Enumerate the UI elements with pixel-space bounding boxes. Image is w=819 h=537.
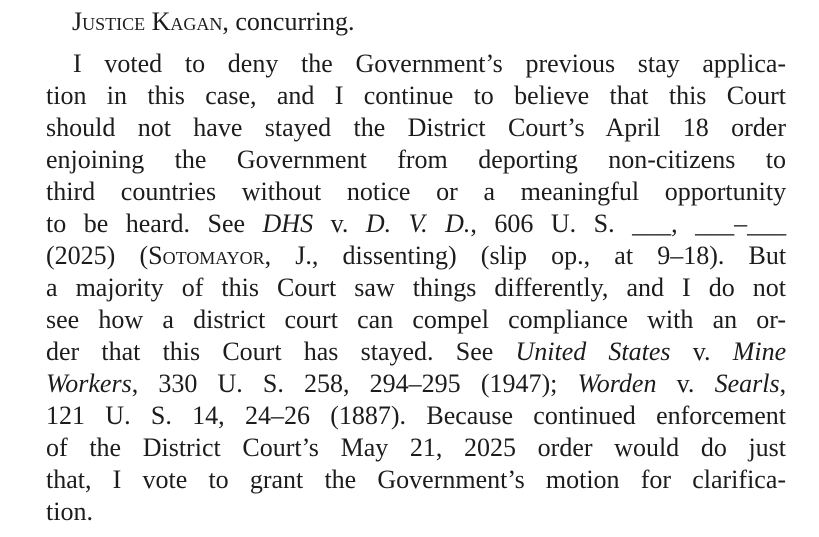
text-run: a [46, 273, 58, 302]
text-run: Government [236, 145, 367, 174]
text-run: stay [637, 49, 680, 78]
case-name-italic: Workers [46, 369, 132, 398]
case-name-italic: States [608, 337, 671, 366]
text-run: I [112, 465, 122, 494]
text-run: stayed. [360, 337, 434, 366]
paragraph-line [46, 464, 786, 496]
text-run: continue [363, 81, 454, 110]
text-run: to [46, 209, 67, 238]
text-run: compel [412, 305, 489, 334]
text-run: at [614, 241, 634, 270]
text-run: not [137, 113, 171, 142]
text-run: Court’s [508, 113, 585, 142]
text-run: S. [593, 209, 615, 238]
text-run: District [142, 433, 221, 462]
text-run: without [241, 177, 322, 206]
text-run: U. [217, 369, 243, 398]
text-run: vote [142, 465, 188, 494]
text-run: be [83, 209, 109, 238]
text-run: would [614, 433, 680, 462]
text-run: do [708, 273, 735, 302]
text-run: v. [330, 209, 349, 238]
text-run: or [436, 177, 458, 206]
paragraph-line [46, 80, 786, 112]
text-run: non-citizens [608, 145, 736, 174]
text-run: I [682, 273, 691, 302]
case-name-italic: Mine [732, 337, 787, 366]
paragraph-line [46, 272, 786, 304]
text-run: from [397, 145, 448, 174]
text-run: a [483, 177, 495, 206]
text-run: S. [262, 369, 284, 398]
text-run: (1947); [480, 369, 558, 398]
text-run: 2025 [464, 433, 517, 462]
text-run: order [537, 433, 593, 462]
text-run: 330 [158, 369, 198, 398]
text-run: deny [227, 49, 279, 78]
text-run: But [748, 241, 787, 270]
text-run: the [174, 145, 207, 174]
text-run: I [73, 49, 82, 78]
text-run: dissenting) [342, 241, 457, 270]
text-run: order [731, 113, 786, 142]
text-run: grant [249, 465, 304, 494]
paragraph-line [46, 432, 786, 464]
text-run: majority [75, 273, 164, 302]
text-run: clarifica- [692, 465, 787, 494]
text-run: third [46, 177, 96, 206]
paragraph-line [46, 304, 786, 336]
text-run: heard. [125, 209, 190, 238]
text-run: 21, [409, 433, 443, 462]
text-run: meaningful [520, 177, 640, 206]
paragraph-line [46, 240, 786, 272]
text-run: things [412, 273, 477, 302]
text-run: continued [533, 401, 636, 430]
text-run: court [284, 305, 338, 334]
text-run: tion. [46, 497, 93, 526]
text-run: previous [525, 49, 616, 78]
text-run: to [473, 81, 494, 110]
case-name-italic: D. [365, 209, 392, 238]
text-run: just [748, 433, 787, 462]
text-run: J., [295, 241, 319, 270]
text-run: of [181, 273, 204, 302]
text-run: has [303, 337, 339, 366]
text-run: , [264, 241, 272, 270]
text-run: stayed [264, 113, 332, 142]
paragraph-line [46, 208, 786, 240]
text-run: to [184, 49, 206, 78]
text-run: motion [545, 465, 620, 494]
text-run: for [640, 465, 672, 494]
text-run: can [357, 305, 394, 334]
text-run: countries [120, 177, 217, 206]
text-run: this [221, 273, 259, 302]
text-run: case, [205, 81, 257, 110]
paragraph-line [46, 400, 786, 432]
case-name-italic: D. [445, 209, 471, 238]
text-run: opportunity [664, 177, 787, 206]
text-run: ___, [632, 209, 678, 238]
paragraph-line [46, 112, 786, 144]
text-run: S. [150, 401, 172, 430]
text-run: to [208, 465, 229, 494]
text-run: Government’s [377, 465, 525, 494]
text-run: ___–___ [695, 209, 787, 238]
text-run: saw [354, 273, 395, 302]
concurring-label: , concurring. [222, 7, 355, 36]
text-run: v. [676, 369, 695, 398]
text-run: the [301, 49, 333, 78]
text-run: or- [756, 305, 787, 334]
text-run: this [668, 81, 707, 110]
text-run: enjoining [46, 145, 145, 174]
text-run: a [162, 305, 174, 334]
text-run: the [89, 433, 122, 462]
text-run: the [324, 465, 357, 494]
text-run: the [353, 113, 386, 142]
text-run: how [98, 305, 144, 334]
text-run: 606 [494, 209, 534, 238]
opinion-heading [72, 6, 355, 38]
text-run: that [101, 337, 141, 366]
text-run: to [765, 145, 786, 174]
paragraph-line [46, 176, 786, 208]
text-run: Because [426, 401, 513, 430]
text-run: U. [550, 209, 577, 238]
text-run: (2025) [46, 241, 116, 270]
case-name-italic: Searls [714, 369, 780, 398]
text-run: that [609, 81, 649, 110]
text-run: , [779, 369, 787, 398]
text-run: should [46, 113, 116, 142]
text-run: and [626, 273, 665, 302]
text-run: with [647, 305, 694, 334]
text-run: , [131, 369, 139, 398]
paragraph-line [46, 336, 786, 368]
text-run: notice [346, 177, 411, 206]
text-run: der [46, 337, 80, 366]
paragraph-line [46, 368, 786, 400]
text-run: 121 [46, 401, 85, 430]
text-run: in [106, 81, 128, 110]
text-run: that, [46, 465, 92, 494]
text-run: I [334, 81, 344, 110]
text-run: District [407, 113, 486, 142]
text-run: this [162, 337, 201, 366]
text-run: not [752, 273, 787, 302]
text-run: applica- [702, 49, 787, 78]
text-run: do [700, 433, 727, 462]
text-run: tion [46, 81, 87, 110]
case-name-italic: V. [408, 209, 428, 238]
text-run: 258, [304, 369, 350, 398]
text-run: Government’s [355, 49, 503, 78]
text-run: U. [105, 401, 131, 430]
text-run: have [193, 113, 243, 142]
text-run: v. [692, 337, 711, 366]
text-run: 14, [192, 401, 225, 430]
paragraph-line [46, 144, 786, 176]
text-run: May [340, 433, 389, 462]
case-name-italic: DHS [262, 209, 314, 238]
text-run: Court [222, 337, 282, 366]
text-run: 24–26 [244, 401, 310, 430]
opinion-paragraph [46, 48, 786, 528]
text-run: (1887). [330, 401, 407, 430]
text-run: enforcement [656, 401, 787, 430]
text-run: Court [726, 81, 786, 110]
justice-name-smallcaps: Sotomayor [148, 241, 265, 270]
case-name-italic: United [515, 337, 587, 366]
text-run: compliance [508, 305, 628, 334]
justice-name: Justice Kagan [72, 7, 223, 36]
text-run: op., [551, 241, 591, 270]
text-run: Court’s [242, 433, 319, 462]
text-run: voted [104, 49, 163, 78]
text-run: Court [277, 273, 337, 302]
text-run: district [193, 305, 266, 334]
text-run: , [470, 209, 477, 238]
text-run: believe [514, 81, 590, 110]
text-run: of [46, 433, 68, 462]
paragraph-line [46, 496, 786, 528]
text-run: (slip [480, 241, 528, 270]
text-run: April [605, 113, 661, 142]
text-run: and [276, 81, 315, 110]
text-run: 294–295 [369, 369, 461, 398]
text-run: deporting [478, 145, 578, 174]
paragraph-line [46, 48, 786, 80]
text-run: 18 [682, 113, 709, 142]
text-run: ( [139, 241, 149, 270]
text-run: this [147, 81, 185, 110]
text-run: 9–18). [657, 241, 725, 270]
text-run: See [455, 337, 494, 366]
case-name-italic: Worden [577, 369, 657, 398]
text-run: an [712, 305, 738, 334]
text-run: See [207, 209, 246, 238]
text-run: see [46, 305, 80, 334]
text-run: differently, [494, 273, 609, 302]
